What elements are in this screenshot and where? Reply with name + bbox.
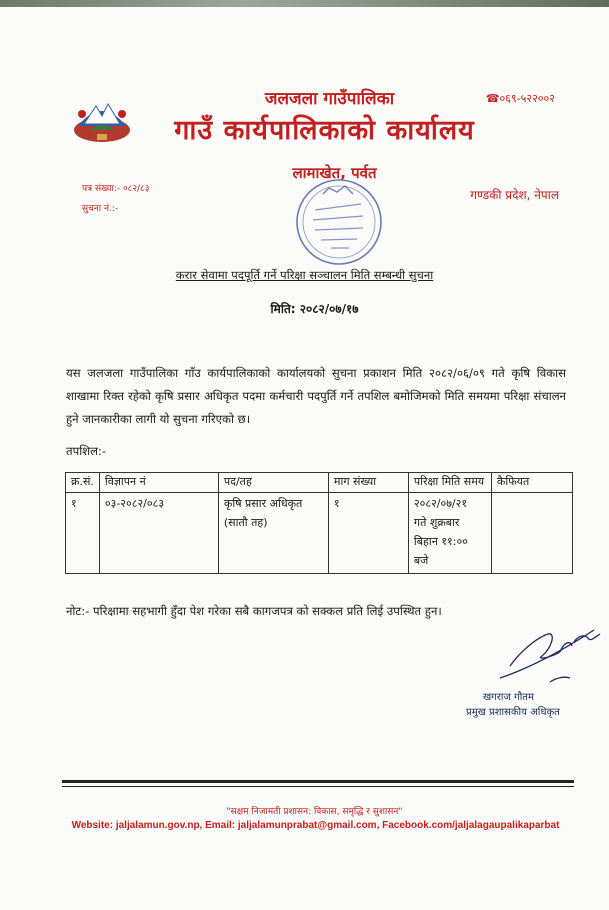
photo-edge-strip [0,0,609,7]
cell-exam-line: २०८२/०७/२१ [413,497,468,510]
handwritten-signature [490,612,605,692]
table-row [66,493,573,574]
council-name: गाउँ कार्यपालिकाको कार्यालय [174,115,475,146]
cell-post-line: (सातौ तह) [223,516,268,529]
cell-post-line: कृषि प्रसार अधिकृत [223,497,303,510]
table-header-row [66,473,573,493]
footer-rule [62,780,574,783]
cell-exam-line: गते शुक्रबार [413,516,460,529]
footer-contact: Website: jaljalamun.gov.np, Email: jaljalamunprabat@gmail.com, Facebook.com/jaljalagaupalikaparbat [71,820,560,831]
cell-exam-line: बजे [413,554,429,567]
header-sn: क्र.सं. [66,473,100,493]
note-text: नोट:- परिक्षामा सहभागी हुँदा पेश गरेका सबै कागजपत्र को सक्कल प्रति लिई उपस्थित हुन। [66,604,442,618]
signer-name: खगराज गौतम [483,692,534,703]
notice-subject: करार सेवामा पदपूर्ति गर्ने परिक्षा सञ्चालन मिति सम्बन्धी सुचना [175,268,434,282]
cell-exam-date [408,493,491,574]
cell-remarks [491,493,572,574]
exam-schedule-table [65,472,573,574]
phone-number: ☎०६९-५२२००२ [485,92,555,105]
office-name: जलजला गाउँपालिका [264,89,395,109]
header-remarks: कैफियत [491,473,572,493]
cell-post [218,493,328,574]
header-demand: माग संख्या [328,473,408,493]
header-adv-no: विज्ञापन नं [99,473,218,493]
cell-demand: १ [328,493,408,574]
footer-rule-thin [62,786,574,787]
cell-exam-line: बिहान ११:०० [413,535,468,548]
notice-body: यस जलजला गाउँपालिका गाँउ कार्यपालिकाको कार्यालयको सुचना प्रकाशन मिति २०८२/०६/०९ गते कृषि विकास शाखामा रिक्त रहेको कृषि प्रसार अधिकृत पदमा कर्मचारी पदपुर्ति गर्ने तपशिल बमोजिमको मिति समयमा परिक्षा संचालन हुने जानकारीका लागी यो सुचना गरिएको छ। [66,366,566,426]
letter-number: पत्र संख्या:- ०८२/८३ [82,184,150,194]
header-post: पद/तह [218,473,328,493]
office-place: लामाखेत, पर्वत [292,164,377,182]
header-exam-date: परिक्षा मिति समय [408,473,491,493]
footer-motto: "सक्षम निजामती प्रशासन: विकास, समृद्धि र सुशासन" [226,807,403,817]
details-label: तपशिल:- [66,444,107,458]
notice-date: मिति: २०८२/०७/१७ [270,302,359,316]
office-seal [293,176,385,268]
signer-role: प्रमुख प्रशासकीय अधिकृत [466,707,560,718]
cell-adv-no: ०३-२०८२/०८३ [99,493,218,574]
cell-sn: १ [66,493,100,574]
province: गण्डकी प्रदेश, नेपाल [470,188,559,202]
notice-number: सुचना नं.:- [82,204,119,214]
